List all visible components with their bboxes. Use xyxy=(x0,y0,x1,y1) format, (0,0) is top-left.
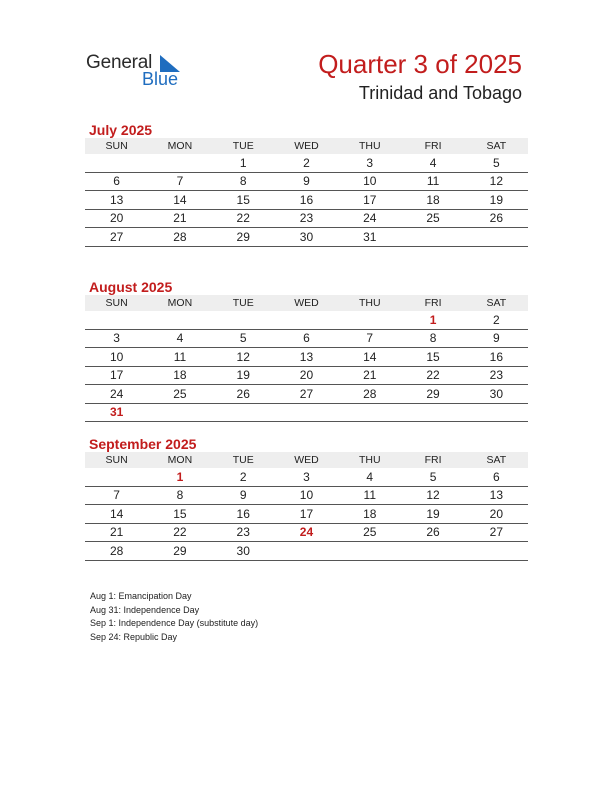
week-row xyxy=(85,154,528,172)
day-cell: 27 xyxy=(85,228,148,247)
day-cell: 6 xyxy=(85,172,148,191)
day-cell xyxy=(338,311,401,329)
day-cell: 10 xyxy=(85,348,148,367)
day-cell: 1 xyxy=(148,468,211,486)
week-row xyxy=(85,209,528,228)
day-cell xyxy=(148,403,211,422)
day-cell: 13 xyxy=(275,348,338,367)
weekday-header: MON xyxy=(148,295,211,311)
generalblue-logo xyxy=(86,52,196,92)
day-cell: 9 xyxy=(275,172,338,191)
day-cell: 20 xyxy=(465,505,528,524)
day-cell: 2 xyxy=(275,154,338,172)
week-row xyxy=(85,505,528,524)
day-cell xyxy=(85,311,148,329)
day-cell: 14 xyxy=(85,505,148,524)
week-row xyxy=(85,486,528,505)
weekday-header: TUE xyxy=(212,295,275,311)
holiday-note: Sep 1: Independence Day (substitute day) xyxy=(90,618,259,628)
day-cell: 5 xyxy=(465,154,528,172)
day-cell: 3 xyxy=(85,329,148,348)
weekday-header: FRI xyxy=(401,452,464,468)
week-row xyxy=(85,311,528,329)
day-cell: 23 xyxy=(465,366,528,385)
month-title: September 2025 xyxy=(89,436,197,452)
day-cell: 18 xyxy=(338,505,401,524)
day-cell: 11 xyxy=(338,486,401,505)
day-cell: 29 xyxy=(212,228,275,247)
day-cell: 1 xyxy=(401,311,464,329)
day-cell: 28 xyxy=(85,542,148,561)
day-cell: 26 xyxy=(401,523,464,542)
day-cell xyxy=(465,542,528,561)
day-cell: 20 xyxy=(275,366,338,385)
day-cell xyxy=(85,154,148,172)
day-cell: 17 xyxy=(275,505,338,524)
day-cell: 22 xyxy=(212,209,275,228)
day-cell: 10 xyxy=(275,486,338,505)
weekday-header-row xyxy=(85,138,528,154)
day-cell: 27 xyxy=(275,385,338,404)
weekday-header: FRI xyxy=(401,138,464,154)
weekday-header: MON xyxy=(148,452,211,468)
day-cell: 22 xyxy=(401,366,464,385)
day-cell: 12 xyxy=(212,348,275,367)
day-cell: 13 xyxy=(465,486,528,505)
week-row xyxy=(85,191,528,210)
weekday-header: TUE xyxy=(212,138,275,154)
day-cell: 10 xyxy=(338,172,401,191)
weekday-header: THU xyxy=(338,295,401,311)
country-subtitle: Trinidad and Tobago xyxy=(358,83,522,103)
day-cell: 25 xyxy=(148,385,211,404)
day-cell xyxy=(338,403,401,422)
day-cell xyxy=(401,403,464,422)
day-cell xyxy=(148,311,211,329)
week-row xyxy=(85,348,528,367)
day-cell: 19 xyxy=(212,366,275,385)
weekday-header: THU xyxy=(338,452,401,468)
week-row xyxy=(85,542,528,561)
day-cell: 4 xyxy=(401,154,464,172)
day-cell xyxy=(148,154,211,172)
day-cell: 8 xyxy=(148,486,211,505)
weekday-header-row xyxy=(85,452,528,468)
day-cell: 23 xyxy=(212,523,275,542)
day-cell: 6 xyxy=(275,329,338,348)
day-cell: 21 xyxy=(85,523,148,542)
month-grid xyxy=(85,295,528,422)
day-cell: 15 xyxy=(212,191,275,210)
day-cell: 14 xyxy=(148,191,211,210)
weekday-header: SAT xyxy=(465,295,528,311)
day-cell xyxy=(465,228,528,247)
day-cell: 28 xyxy=(148,228,211,247)
day-cell: 6 xyxy=(465,468,528,486)
day-cell: 2 xyxy=(465,311,528,329)
day-cell: 16 xyxy=(212,505,275,524)
day-cell: 31 xyxy=(338,228,401,247)
weekday-header: SAT xyxy=(465,138,528,154)
holiday-notes xyxy=(90,590,258,644)
day-cell: 28 xyxy=(338,385,401,404)
day-cell: 12 xyxy=(401,486,464,505)
week-row xyxy=(85,329,528,348)
weekday-header: SAT xyxy=(465,452,528,468)
day-cell: 21 xyxy=(338,366,401,385)
weekday-header: WED xyxy=(275,452,338,468)
day-cell: 23 xyxy=(275,209,338,228)
day-cell xyxy=(401,542,464,561)
weekday-header-row xyxy=(85,295,528,311)
day-cell xyxy=(401,228,464,247)
day-cell: 24 xyxy=(338,209,401,228)
month-title: August 2025 xyxy=(89,279,173,295)
day-cell: 9 xyxy=(212,486,275,505)
weekday-header: TUE xyxy=(212,452,275,468)
day-cell: 7 xyxy=(338,329,401,348)
day-cell: 18 xyxy=(401,191,464,210)
day-cell: 2 xyxy=(212,468,275,486)
day-cell: 24 xyxy=(85,385,148,404)
weekday-header: WED xyxy=(275,295,338,311)
day-cell xyxy=(275,311,338,329)
holiday-note: Aug 31: Independence Day xyxy=(90,604,200,615)
day-cell: 18 xyxy=(148,366,211,385)
day-cell: 29 xyxy=(401,385,464,404)
weekday-header: SUN xyxy=(85,138,148,154)
day-cell: 19 xyxy=(401,505,464,524)
day-cell: 3 xyxy=(275,468,338,486)
week-row xyxy=(85,403,528,422)
day-cell: 12 xyxy=(465,172,528,191)
weekday-header: MON xyxy=(148,138,211,154)
weekday-header: SUN xyxy=(85,295,148,311)
day-cell: 21 xyxy=(148,209,211,228)
weekday-header: WED xyxy=(275,138,338,154)
holiday-note: Sep 24: Republic Day xyxy=(90,631,178,642)
day-cell: 25 xyxy=(338,523,401,542)
weekday-header: SUN xyxy=(85,452,148,468)
week-row xyxy=(85,228,528,247)
day-cell: 15 xyxy=(148,505,211,524)
day-cell: 4 xyxy=(148,329,211,348)
logo-general-text: General xyxy=(86,52,153,73)
month-title: July 2025 xyxy=(89,122,153,138)
day-cell: 5 xyxy=(401,468,464,486)
day-cell: 30 xyxy=(212,542,275,561)
day-cell xyxy=(275,403,338,422)
day-cell: 31 xyxy=(85,403,148,422)
day-cell: 26 xyxy=(465,209,528,228)
day-cell xyxy=(212,403,275,422)
holiday-note: Aug 1: Emancipation Day xyxy=(90,591,192,601)
day-cell: 20 xyxy=(85,209,148,228)
day-cell: 26 xyxy=(212,385,275,404)
week-row xyxy=(85,385,528,404)
month-grid xyxy=(85,138,528,247)
day-cell: 7 xyxy=(148,172,211,191)
day-cell: 8 xyxy=(401,329,464,348)
day-cell xyxy=(212,311,275,329)
day-cell: 27 xyxy=(465,523,528,542)
day-cell xyxy=(338,542,401,561)
week-row xyxy=(85,172,528,191)
day-cell: 1 xyxy=(212,154,275,172)
day-cell: 4 xyxy=(338,468,401,486)
weekday-header: THU xyxy=(338,138,401,154)
day-cell xyxy=(465,403,528,422)
day-cell: 17 xyxy=(85,366,148,385)
day-cell: 22 xyxy=(148,523,211,542)
month-grid xyxy=(85,452,528,561)
day-cell xyxy=(85,468,148,486)
day-cell: 11 xyxy=(401,172,464,191)
day-cell: 30 xyxy=(465,385,528,404)
day-cell: 16 xyxy=(465,348,528,367)
week-row xyxy=(85,468,528,486)
day-cell: 13 xyxy=(85,191,148,210)
day-cell: 17 xyxy=(338,191,401,210)
day-cell xyxy=(275,542,338,561)
day-cell: 11 xyxy=(148,348,211,367)
week-row xyxy=(85,366,528,385)
page-title: Quarter 3 of 2025 xyxy=(318,49,522,79)
day-cell: 8 xyxy=(212,172,275,191)
day-cell: 9 xyxy=(465,329,528,348)
day-cell: 24 xyxy=(275,523,338,542)
day-cell: 16 xyxy=(275,191,338,210)
day-cell: 7 xyxy=(85,486,148,505)
week-row xyxy=(85,523,528,542)
day-cell: 5 xyxy=(212,329,275,348)
day-cell: 19 xyxy=(465,191,528,210)
weekday-header: FRI xyxy=(401,295,464,311)
day-cell: 14 xyxy=(338,348,401,367)
day-cell: 15 xyxy=(401,348,464,367)
day-cell: 25 xyxy=(401,209,464,228)
logo-blue-text: Blue xyxy=(142,69,179,89)
day-cell: 30 xyxy=(275,228,338,247)
day-cell: 29 xyxy=(148,542,211,561)
day-cell: 3 xyxy=(338,154,401,172)
